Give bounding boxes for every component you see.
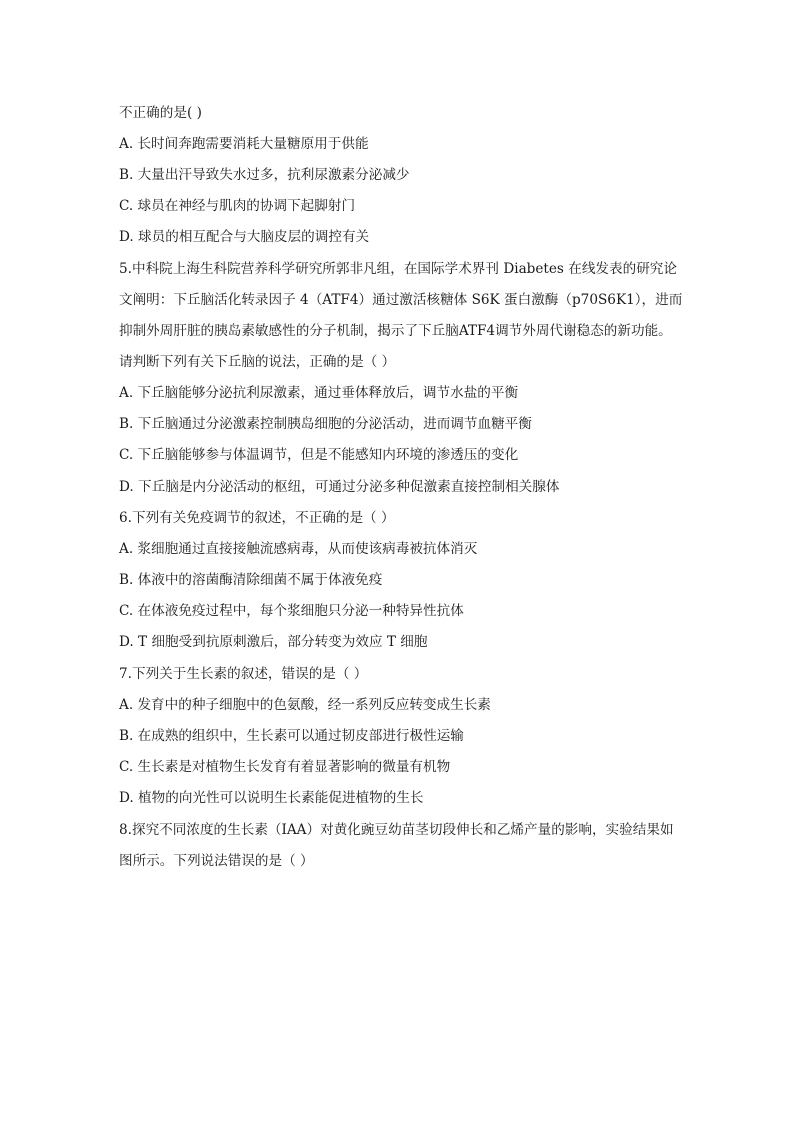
question-8-stem-line-1: 8.探究不同浓度的生长素（IAA）对黄化豌豆幼苗茎切段伸长和乙烯产量的影响，实验结果如 [119,822,674,838]
question-5-option-a: A. 下丘脑能够分泌抗利尿激素，通过垂体释放后，调节水盐的平衡 [119,385,519,401]
question-5-option-d: D. 下丘脑是内分泌活动的枢纽，可通过分泌多种促激素直接控制相关腺体 [119,479,560,495]
question-5-option-b: B. 下丘脑通过分泌激素控制胰岛细胞的分泌活动，进而调节血糖平衡 [119,416,532,432]
question-8-stem-line-2: 图所示。下列说法错误的是（ ） [119,853,314,869]
question-5-stem-line-3: 抑制外周肝脏的胰岛素敏感性的分子机制，揭示了下丘脑ATF4调节外周代谢稳态的新功能。 [119,323,672,339]
question-4-option-a: A. 长时间奔跑需要消耗大量糖原用于供能 [119,136,369,152]
question-6-option-b: B. 体液中的溶菌酶清除细菌不属于体液免疫 [119,572,383,588]
question-5-stem-line-1: 5.中科院上海生科院营养科学研究所郭非凡组，在国际学术界刊 Diabetes 在线发表的研究论 [119,261,677,277]
question-4-stem-continued: 不正确的是( ) [119,105,202,121]
question-7-option-a: A. 发育中的种子细胞中的色氨酸，经一系列反应转变成生长素 [119,697,491,713]
question-4-option-c: C. 球员在神经与肌肉的协调下起脚射门 [119,198,356,214]
question-4-option-b: B. 大量出汗导致失水过多，抗利尿激素分泌减少 [119,167,410,183]
question-6-stem: 6.下列有关免疫调节的叙述，不正确的是（ ） [119,510,395,526]
question-5-stem-line-4: 请判断下列有关下丘脑的说法，正确的是（ ） [119,354,396,370]
question-4-option-d: D. 球员的相互配合与大脑皮层的调控有关 [119,229,370,245]
question-7-option-c: C. 生长素是对植物生长发育有着显著影响的微量有机物 [119,759,451,775]
question-6-option-c: C. 在体液免疫过程中，每个浆细胞只分泌一种特异性抗体 [119,603,464,619]
question-6-option-a: A. 浆细胞通过直接接触流感病毒，从而使该病毒被抗体消灭 [119,541,478,557]
question-6-option-d: D. T 细胞受到抗原刺激后，部分转变为效应 T 细胞 [119,634,428,650]
question-5-option-c: C. 下丘脑能够参与体温调节，但是不能感知内环境的渗透压的变化 [119,447,519,463]
question-7-stem: 7.下列关于生长素的叙述，错误的是（ ） [119,666,368,682]
question-5-stem-line-2: 文阐明：下丘脑活化转录因子 4（ATF4）通过激活核糖体 S6K 蛋白激酶（p70S6K1），进而 [119,292,683,308]
question-7-option-d: D. 植物的向光性可以说明生长素能促进植物的生长 [119,790,424,806]
question-7-option-b: B. 在成熟的组织中，生长素可以通过韧皮部进行极性运输 [119,728,464,744]
